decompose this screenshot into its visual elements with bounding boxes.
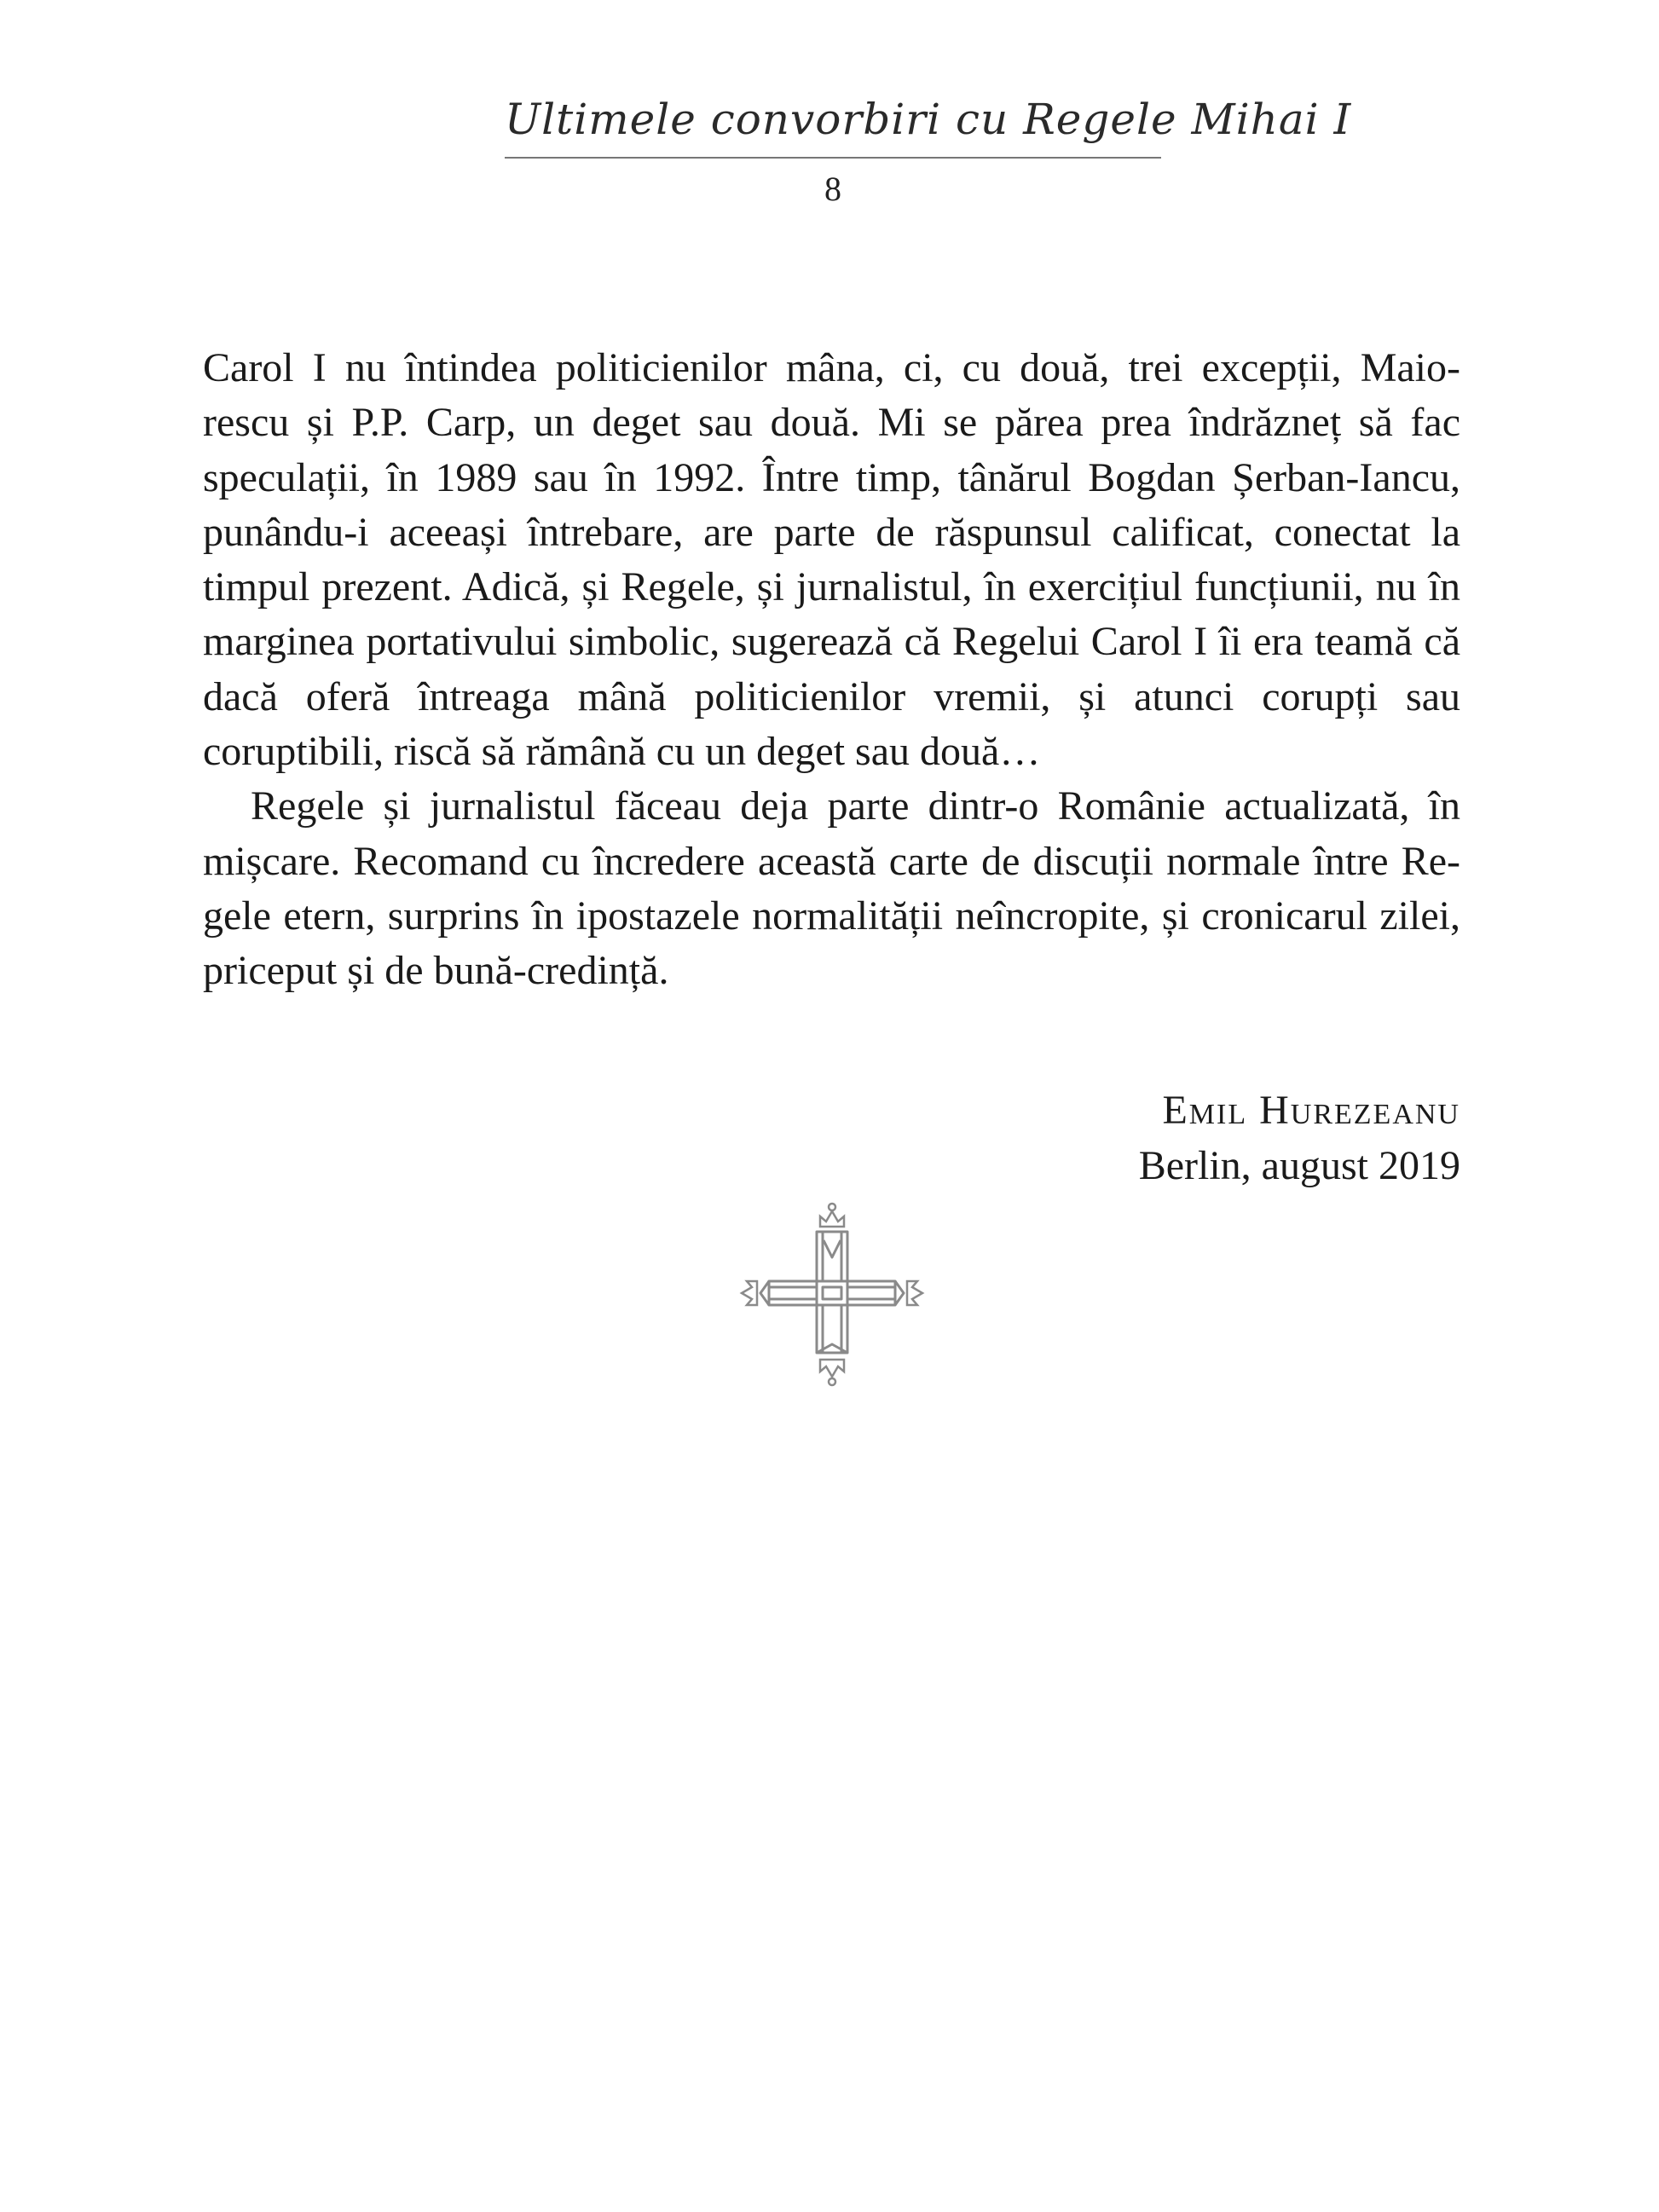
text-line: riscă să rămână cu un deget sau două… [393, 729, 1041, 775]
text-line: mișcare. Recomand cu încredere această carte de discuții normale între Re- [203, 838, 1460, 884]
author-name: Emil Hurezeanu [1162, 1088, 1460, 1133]
text-line: speculații, în 1989 sau în 1992. Între timp, tânărul Bogdan Șerban-Iancu, [203, 454, 1460, 500]
page-number: 8 [824, 170, 841, 208]
text-line: priceput și de bună-credință. [203, 948, 669, 994]
place-date: Berlin, august 2019 [1138, 1143, 1460, 1188]
paragraph-2 [203, 779, 1460, 998]
body-text [203, 341, 1460, 999]
text-line: punându-i aceeași întrebare, are parte de răspunsul calificat, conectat la [203, 509, 1460, 555]
text-line: Carol I nu întindea politicienilor mâna, ci, cu două, trei excepții, Maio- [203, 345, 1460, 390]
text-line: rescu și P.P. Carp, un deget sau două. Mi se părea prea îndrăzneț să fac [203, 400, 1460, 446]
running-title: Ultimele convorbiri cu Regele Mihai I [505, 95, 1352, 144]
signature-block [1139, 1083, 1460, 1193]
text-line: marginea portativului simbolic, sugerează că Regelui Carol I îi era teamă că [203, 619, 1460, 665]
header-rule [505, 157, 1161, 159]
paragraph-1 [203, 341, 1460, 779]
royal-cross-monogram-icon [735, 1198, 929, 1392]
text-line: timpul prezent. Adică, și Regele, și jurnalistul, în exercițiul funcțiunii, nu în [203, 564, 1460, 610]
text-line: dacă oferă întreaga mână politicienilor vremii, și atunci corupți sau coruptibili, [203, 673, 1460, 775]
text-line: gele etern, surprins în ipostazele normalității neîncropite, și cronicarul zilei, [203, 892, 1460, 939]
text-line: Regele și jurnalistul făceau deja parte dintr-o Românie actualizată, în [251, 783, 1460, 829]
